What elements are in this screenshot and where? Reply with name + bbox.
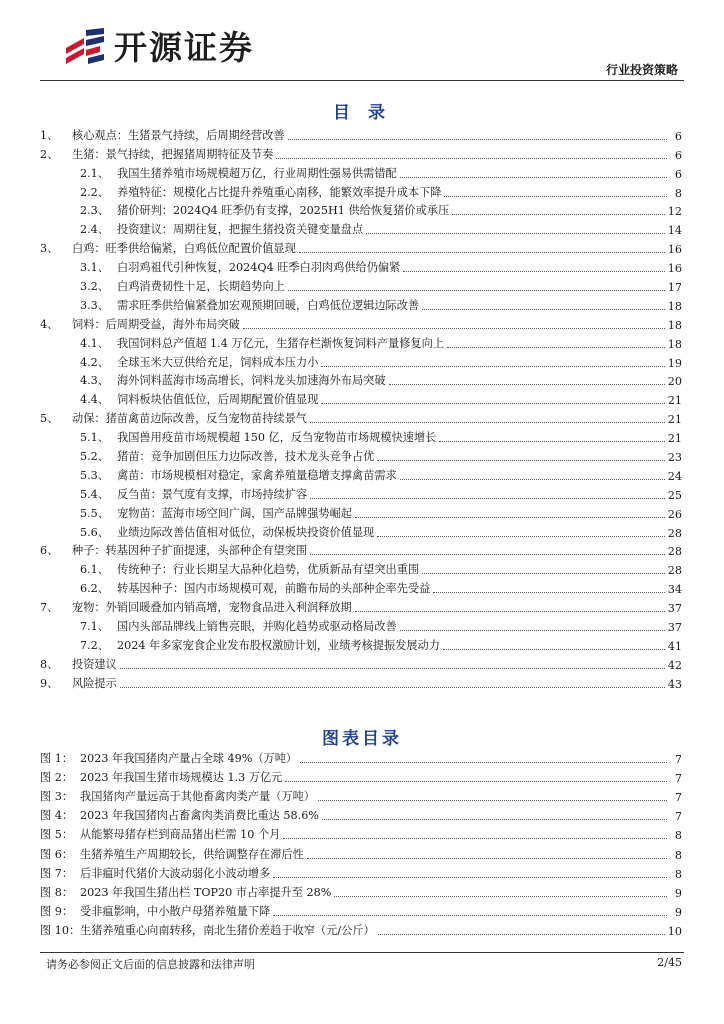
dot-leader (452, 214, 665, 215)
toc-entry-title: 猪苗：竞争加剧但压力边际改善，技术龙头竞争占优 (117, 450, 375, 464)
toc-entry-title: 动保：猪苗禽苗边际改善，反刍宠物苗持续景气 (72, 412, 307, 426)
toc-entry-title: 需求旺季供给偏紧叠加宏观预期回暖，白鸡低位逻辑边际改善 (117, 298, 420, 312)
toc-entry-page: 17 (667, 281, 682, 295)
dot-leader (288, 139, 667, 140)
toc-entry[interactable] (40, 426, 682, 445)
toc-list (40, 124, 682, 691)
toc-entry-page: 21 (667, 432, 682, 446)
toc-entry[interactable] (40, 596, 682, 615)
figure-entry-page: 7 (674, 772, 682, 786)
toc-entry-number: 7、 (40, 601, 59, 615)
toc-entry-title: 我国饲料总产值超 1.4 万亿元，生猪存栏渐恢复饲料产量修复向上 (117, 336, 444, 350)
toc-entry-number: 4.2、 (80, 355, 109, 369)
toc-entry-title: 国内头部品牌线上销售亮眼，并购化趋势或驱动格局改善 (117, 620, 397, 634)
toc-entry-title: 投资建议：周期往复，把握生猪投资关键变量盘点 (117, 223, 364, 237)
dot-leader (400, 630, 665, 631)
dot-leader (321, 403, 664, 404)
toc-entry-number: 6.1、 (80, 563, 109, 577)
toc-entry-number: 5.2、 (80, 450, 109, 464)
toc-entry-page: 37 (667, 602, 682, 616)
toc-entry-page: 8 (674, 186, 682, 200)
footer-divider (40, 952, 684, 953)
figure-entry-title: 我国猪肉产量远高于其他畜禽肉类产量（万吨） (80, 790, 315, 804)
toc-entry-number: 8、 (40, 657, 59, 671)
dot-leader (300, 762, 667, 763)
toc-entry[interactable] (40, 407, 682, 426)
figure-entry-page: 7 (674, 791, 682, 805)
dot-leader (120, 668, 665, 669)
dot-leader (443, 649, 665, 650)
toc-entry-page: 19 (667, 356, 682, 370)
toc-entry-number: 5.1、 (80, 431, 109, 445)
toc-entry[interactable] (40, 294, 682, 313)
toc-entry[interactable] (40, 388, 682, 407)
header-divider (40, 80, 684, 81)
toc-entry[interactable] (40, 143, 682, 162)
toc-entry-title: 养殖特征：规模化占比提升养殖重心南移，能繁效率提升成本下降 (117, 185, 442, 199)
dot-leader (355, 517, 665, 518)
toc-entry[interactable] (40, 634, 682, 653)
toc-entry-number: 7.2、 (80, 638, 109, 652)
figures-title: 图表目录 (322, 729, 402, 749)
dot-leader (299, 252, 665, 253)
toc-entry-number: 5.3、 (80, 468, 109, 482)
toc-entry-page: 26 (667, 507, 682, 521)
toc-entry[interactable] (40, 332, 682, 351)
toc-entry[interactable] (40, 615, 682, 634)
toc-entry-page: 34 (667, 583, 682, 597)
figure-entry[interactable] (40, 804, 682, 823)
dot-leader (276, 158, 667, 159)
figure-entry-number: 图 3： (40, 790, 74, 804)
toc-entry-number: 9、 (40, 676, 59, 690)
toc-entry-page: 12 (667, 205, 682, 219)
toc-entry-title: 我国生猪养殖市场规模超万亿，行业周期性强易供需错配 (117, 166, 397, 180)
toc-entry-page: 21 (667, 394, 682, 408)
figure-entry-number: 图 9： (40, 904, 74, 918)
dot-leader (243, 328, 665, 329)
figure-entry-number: 图 2： (40, 771, 74, 785)
toc-entry[interactable] (40, 502, 682, 521)
dot-leader (120, 687, 665, 688)
toc-entry-title: 海外饲料蓝海市场高增长，饲料龙头加速海外布局突破 (117, 374, 386, 388)
toc-entry[interactable] (40, 558, 682, 577)
toc-entry-number: 2.4、 (80, 223, 109, 237)
toc-entry-page: 6 (674, 148, 682, 162)
figure-entry[interactable] (40, 747, 682, 766)
dot-leader (283, 838, 667, 839)
toc-entry-page: 28 (667, 526, 682, 540)
toc-entry-title: 宠物苗：蓝海市场空间广阔，国产品牌强势崛起 (117, 506, 352, 520)
toc-entry-title: 风险提示 (72, 676, 117, 690)
toc-entry-number: 5、 (40, 412, 59, 426)
dot-leader (447, 347, 665, 348)
toc-entry[interactable] (40, 370, 682, 389)
figure-entry-title: 2023 年我国猪肉占畜禽肉类消费比重达 58.6% (80, 809, 319, 823)
toc-entry-page: 24 (667, 469, 682, 483)
dot-leader (273, 915, 667, 916)
toc-entry-title: 生猪：景气持续，把握猪周期特征及节奏 (72, 147, 274, 161)
toc-entry-number: 2.2、 (80, 185, 109, 199)
dot-leader (439, 441, 664, 442)
figure-entry-number: 图 8： (40, 885, 74, 899)
toc-entry-page: 16 (667, 262, 682, 276)
toc-entry[interactable] (40, 181, 682, 200)
section-label: 行业投资策略 (605, 63, 678, 77)
toc-entry-number: 4.4、 (80, 393, 109, 407)
toc-entry-number: 5.6、 (80, 525, 109, 539)
page-number: 2/45 (657, 956, 682, 969)
figure-entry-page: 9 (674, 905, 682, 919)
toc-entry-number: 4、 (40, 317, 59, 331)
dot-leader (334, 896, 667, 897)
toc-entry-number: 3.1、 (80, 261, 109, 275)
kaiyuan-logo-icon (62, 26, 108, 66)
figure-entry[interactable] (40, 785, 682, 804)
toc-entry-number: 7.1、 (80, 620, 109, 634)
toc-entry-title: 白鸡：旺季供给偏紧，白鸡低位配置价值显现 (72, 242, 296, 256)
figure-entry-page: 7 (674, 810, 682, 824)
figure-entry[interactable] (40, 823, 682, 842)
toc-entry[interactable] (40, 521, 682, 540)
toc-entry-page: 20 (667, 375, 682, 389)
toc-entry[interactable] (40, 256, 682, 275)
figure-entry-title: 2023 年我国生猪出栏 TOP20 市占率提升至 28% (80, 885, 332, 899)
toc-entry-number: 3.2、 (80, 280, 109, 294)
toc-entry-number: 3、 (40, 242, 59, 256)
figures-list (40, 747, 682, 938)
toc-entry[interactable] (40, 672, 682, 691)
dot-leader (307, 858, 667, 859)
toc-entry-number: 2.1、 (80, 166, 109, 180)
toc-entry[interactable] (40, 540, 682, 559)
dot-leader (288, 290, 665, 291)
toc-entry-page: 6 (674, 167, 682, 181)
dot-leader (389, 384, 665, 385)
toc-entry-page: 16 (667, 243, 682, 257)
dot-leader (422, 573, 665, 574)
toc-entry-title: 饲料：后周期受益，海外布局突破 (72, 317, 240, 331)
dot-leader (400, 177, 667, 178)
brand-logo (62, 22, 254, 69)
toc-entry-title: 反刍苗：景气度有支撑，市场持续扩容 (117, 487, 308, 501)
toc-entry-number: 2、 (40, 147, 59, 161)
toc-entry[interactable] (40, 653, 682, 672)
toc-entry[interactable] (40, 483, 682, 502)
figure-entry-page: 9 (674, 886, 682, 900)
toc-entry-page: 37 (667, 621, 682, 635)
figure-entry-number: 图 4： (40, 809, 74, 823)
figure-entry-number: 图 10： (40, 923, 81, 937)
dot-leader (310, 554, 665, 555)
footer-disclaimer: 请务必参阅正文后面的信息披露和法律声明 (46, 958, 255, 971)
toc-entry[interactable] (40, 162, 682, 181)
toc-entry[interactable] (40, 218, 682, 237)
figure-entry-number: 图 1： (40, 752, 74, 766)
toc-entry-number: 3.3、 (80, 298, 109, 312)
figure-entry-page: 7 (674, 753, 682, 767)
figure-entry-page: 10 (667, 924, 682, 938)
toc-entry-number: 4.3、 (80, 374, 109, 388)
dot-leader (378, 934, 665, 935)
figure-entry-page: 8 (674, 829, 682, 843)
toc-entry-number: 5.5、 (80, 506, 109, 520)
toc-entry[interactable] (40, 237, 682, 256)
toc-entry-page: 18 (667, 337, 682, 351)
figure-entry[interactable] (40, 842, 682, 861)
toc-entry-title: 禽苗：市场规模相对稳定，家禽养殖量稳增支撑禽苗需求 (117, 468, 397, 482)
toc-entry-page: 21 (667, 413, 682, 427)
toc-entry[interactable] (40, 577, 682, 596)
figure-entry-title: 生猪养殖重心向南转移，南北生猪价差趋于收窄（元/公斤） (80, 923, 375, 937)
dot-leader (310, 498, 665, 499)
toc-entry-title: 我国兽用疫苗市场规模超 150 亿，反刍宠物苗市场规模快速增长 (117, 431, 437, 445)
figure-entry-page: 8 (674, 848, 682, 862)
toc-entry-page: 42 (667, 658, 682, 672)
toc-entry-title: 转基因种子：国内市场规模可观，前瞻布局的头部种企率先受益 (117, 582, 431, 596)
toc-entry-title: 猪价研判：2024Q4 旺季仍有支撑，2025H1 供给恢复猪价或承压 (117, 204, 450, 218)
toc-entry-title: 种子：转基因种子扩面提速，头部种企有望突围 (72, 544, 307, 558)
dot-leader (422, 309, 665, 310)
toc-entry-title: 宠物：外销回暖叠加内销高增，宠物食品进入利润释放期 (72, 601, 352, 615)
toc-entry-title: 全球玉米大豆供给充足，饲料成本压力小 (117, 355, 319, 369)
dot-leader (433, 592, 664, 593)
toc-entry-number: 1、 (40, 128, 59, 142)
toc-entry-title: 白羽鸡祖代引种恢复，2024Q4 旺季白羽肉鸡供给仍偏紧 (117, 261, 401, 275)
figure-entry-title: 2023 年我国生猪市场规模达 1.3 万亿元 (80, 771, 283, 785)
toc-entry-number: 6.2、 (80, 582, 109, 596)
toc-entry-title: 核心观点：生猪景气持续，后周期经营改善 (72, 128, 285, 142)
toc-entry-page: 41 (667, 639, 682, 653)
figure-entry-page: 8 (674, 867, 682, 881)
toc-entry-page: 43 (667, 677, 682, 691)
figure-entry[interactable] (40, 766, 682, 785)
toc-entry[interactable] (40, 313, 682, 332)
toc-entry-title: 传统种子：行业长期呈大品种化趋势，优质新品有望突出重围 (117, 563, 420, 577)
toc-entry-title: 2024 年多家宠食企业发布股权激励计划，业绩考核提振发展动力 (117, 638, 440, 652)
toc-entry-number: 5.4、 (80, 487, 109, 501)
figure-entry-number: 图 7： (40, 866, 74, 880)
toc-entry-number: 2.3、 (80, 204, 109, 218)
toc-entry-title: 业绩边际改善估值相对低位，动保板块投资价值显现 (117, 525, 375, 539)
toc-entry[interactable] (40, 351, 682, 370)
dot-leader (403, 271, 664, 272)
figure-entry[interactable] (40, 862, 682, 881)
toc-entry[interactable] (40, 124, 682, 143)
toc-entry-page: 23 (667, 451, 682, 465)
toc-entry-number: 4.1、 (80, 336, 109, 350)
dot-leader (377, 536, 664, 537)
toc-entry[interactable] (40, 275, 682, 294)
dot-leader (318, 800, 667, 801)
toc-entry-page: 25 (667, 488, 682, 502)
figure-entry-title: 从能繁母猪存栏到商品猪出栏需 10 个月 (80, 828, 281, 842)
dot-leader (355, 611, 665, 612)
toc-entry-number: 6、 (40, 544, 59, 558)
toc-entry-page: 28 (667, 545, 682, 559)
toc-entry-page: 18 (667, 299, 682, 313)
dot-leader (444, 196, 667, 197)
toc-entry[interactable] (40, 445, 682, 464)
toc-title: 目 录 (333, 103, 391, 123)
dot-leader (310, 422, 665, 423)
toc-entry-title: 投资建议 (72, 657, 117, 671)
figure-entry[interactable] (40, 881, 682, 900)
dot-leader (366, 233, 665, 234)
dot-leader (322, 819, 667, 820)
figure-entry-number: 图 6： (40, 847, 74, 861)
figure-entry[interactable] (40, 919, 682, 938)
toc-entry-page: 14 (667, 224, 682, 238)
toc-entry[interactable] (40, 464, 682, 483)
page-header (40, 16, 684, 86)
toc-entry[interactable] (40, 200, 682, 219)
dot-leader (377, 460, 664, 461)
figure-entry-title: 后非瘟时代猪价大波动弱化小波动增多 (80, 866, 271, 880)
figure-entry-title: 受非瘟影响，中小散户母猪养殖量下降 (80, 904, 271, 918)
toc-entry-page: 18 (667, 318, 682, 332)
dot-leader (285, 781, 667, 782)
toc-entry-page: 28 (667, 564, 682, 578)
figure-entry-title: 2023 年我国猪肉产量占全球 49%（万吨） (80, 752, 298, 766)
figure-entry[interactable] (40, 900, 682, 919)
dot-leader (400, 479, 665, 480)
brand-name: 开源证券 (114, 28, 254, 67)
dot-leader (321, 366, 664, 367)
toc-entry-title: 白鸡消费韧性十足，长期趋势向上 (117, 280, 285, 294)
figure-entry-number: 图 5： (40, 828, 74, 842)
toc-entry-page: 6 (674, 129, 682, 143)
figure-entry-title: 生猪养殖生产周期较长，供给调整存在滞后性 (80, 847, 304, 861)
toc-entry-title: 饲料板块估值低位，后周期配置价值显现 (117, 393, 319, 407)
dot-leader (273, 877, 667, 878)
